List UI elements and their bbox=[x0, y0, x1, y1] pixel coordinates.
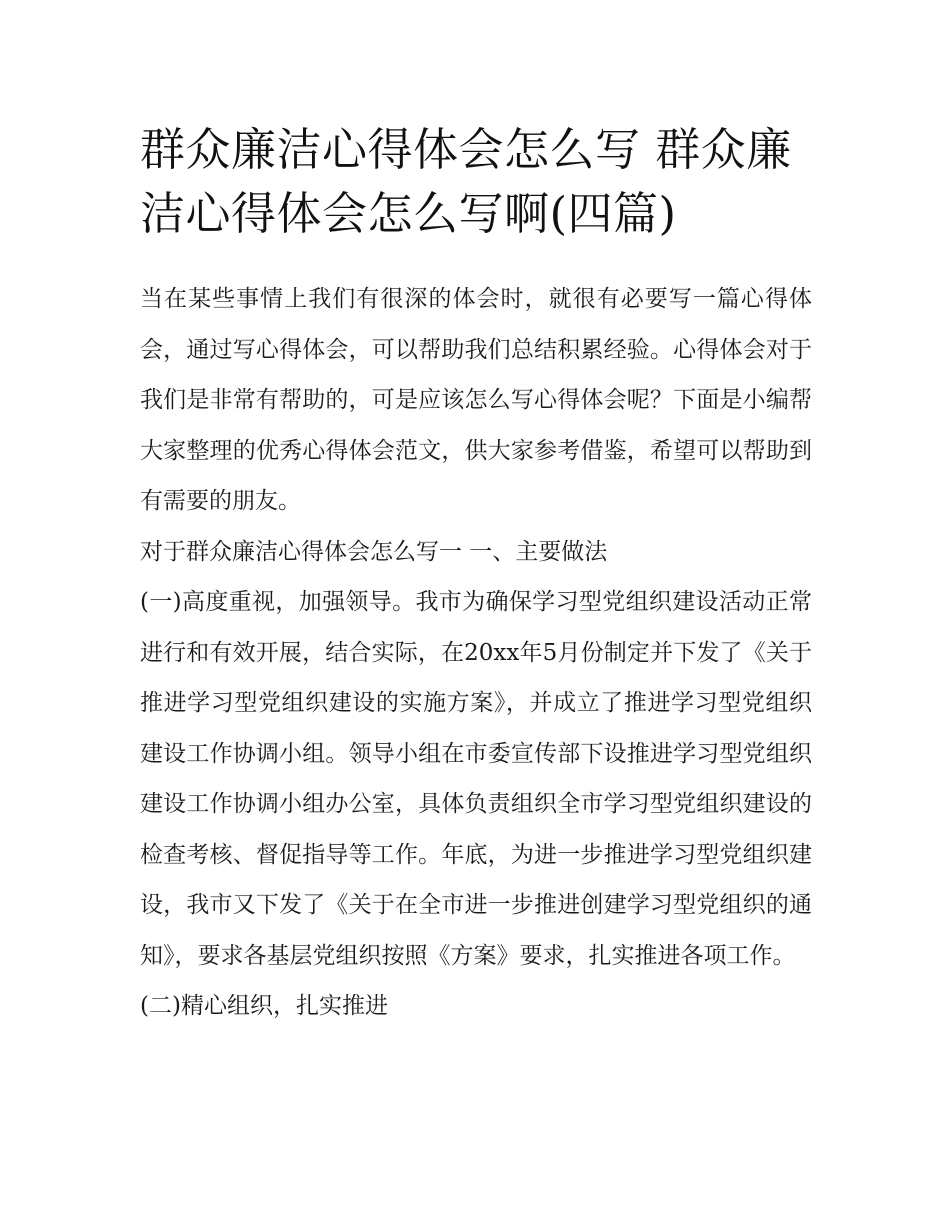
document-content bbox=[140, 118, 812, 1032]
body-paragraph: (一)高度重视，加强领导。我市为确保学习型党组织建设活动正常进行和有效开展，结合实际，在20xx年5月份制定并下发了《关于推进学习型党组织建设的实施方案》，并成立了推进学习型党组织建设工作协调小组。领导小组在市委宣传部下设推进学习型党组织建设工作协调小组办公室，具体负责组织全市学习型党组织建设的检查考核、督促指导等工作。年底，为进一步推进学习型党组织建设，我市又下发了《关于在全市进一步推进创建学习型党组织的通知》，要求各基层党组织按照《方案》要求，扎实推进各项工作。 bbox=[140, 589, 812, 969]
document-title: 群众廉洁心得体会怎么写 群众廉洁心得体会怎么写啊(四篇) bbox=[140, 123, 792, 240]
intro-paragraph: 当在某些事情上我们有很深的体会时，就很有必要写一篇心得体会，通过写心得体会，可以帮助我们总结积累经验。心得体会对于我们是非常有帮助的，可是应该怎么写心得体会呢？下面是小编帮大家整理的优秀心得体会范文，供大家参考借鉴，希望可以帮助到有需要的朋友。 bbox=[140, 286, 812, 514]
subsection-heading: (二)精心组织，扎实推进 bbox=[140, 993, 388, 1019]
section-heading: 对于群众廉洁心得体会怎么写一 一、主要做法 bbox=[140, 538, 608, 565]
